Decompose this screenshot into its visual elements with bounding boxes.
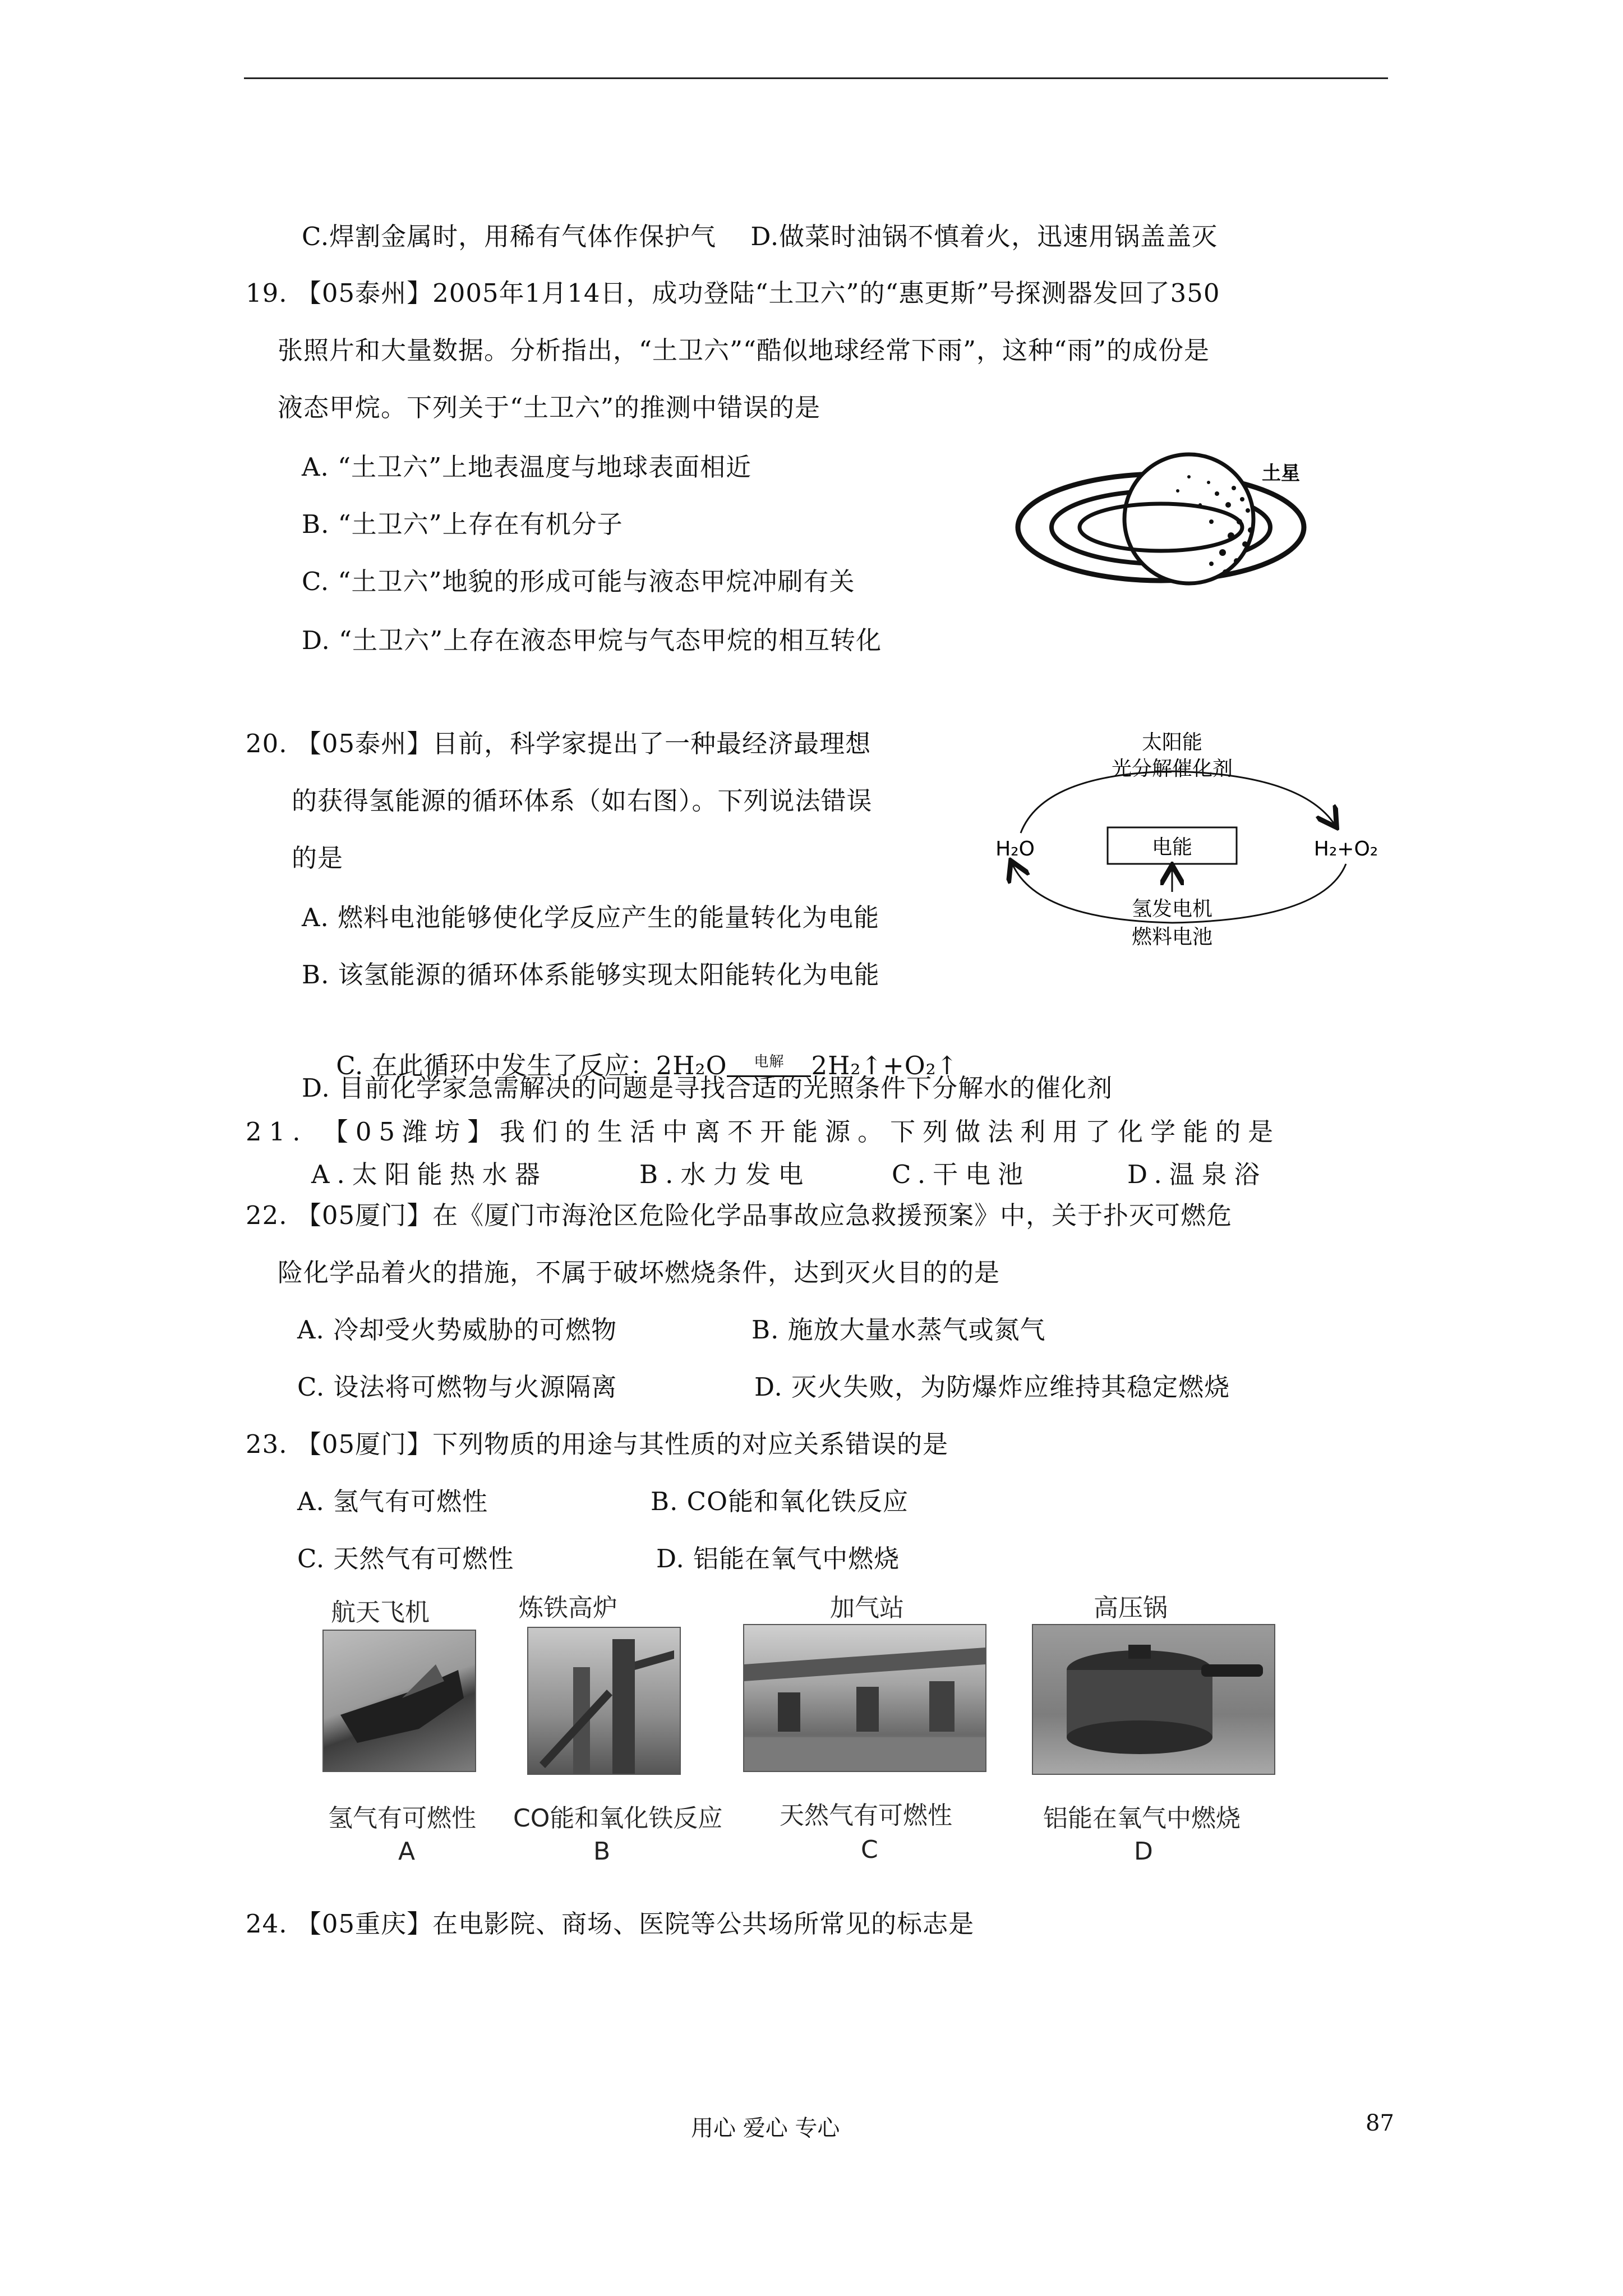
q21-option-a: A.太阳能热水器	[311, 1159, 547, 1189]
q22-option-d: D. 灭火失败，为防爆炸应维持其稳定燃烧	[754, 1372, 1230, 1402]
top-arrow	[1021, 771, 1335, 833]
picture-d-title: 高压锅	[1094, 1594, 1168, 1622]
q20-stem-line3: 的是	[292, 843, 344, 873]
diagram-right-label: H₂+O₂	[1313, 838, 1378, 861]
q20-option-c-suffix: 2H₂↑+O₂↑	[811, 1051, 958, 1080]
diagram-center-label: 电能	[1151, 836, 1193, 859]
q22-option-c: C. 设法将可燃物与火源隔离	[297, 1372, 617, 1402]
q22-option-b: B. 施放大量水蒸气或氮气	[751, 1315, 1046, 1345]
q19-stem-line3: 液态甲烷。下列关于“土卫六”的推测中错误的是	[278, 393, 821, 422]
header-rule	[244, 77, 1388, 79]
picture-a-title: 航天飞机	[331, 1598, 430, 1627]
picture-b-letter: B	[593, 1837, 611, 1866]
q21-option-b: B.水力发电	[639, 1159, 811, 1189]
diagram-bottom-label2: 燃料电池	[1131, 926, 1213, 949]
q22-stem-line2: 险化学品着火的措施，不属于破坏燃烧条件，达到灭火目的的是	[278, 1258, 1000, 1287]
gas-station-photo	[743, 1624, 986, 1772]
diagram-top-label2: 光分解催化剂	[1111, 757, 1233, 780]
picture-a-caption: 氢气有可燃性	[328, 1804, 476, 1833]
q21-option-c: C.干电池	[892, 1159, 1031, 1189]
diagram-left-label: H₂O	[995, 838, 1035, 861]
q19-stem-line2: 张照片和大量数据。分析指出，“土卫六”“酷似地球经常下雨”，这种“雨”的成份是	[278, 335, 1210, 365]
hydrogen-cycle-diagram	[987, 724, 1391, 970]
q21-stem: 21. 【05潍坊】我们的生活中离不开能源。下列做法利用了化学能的是	[246, 1117, 1281, 1147]
q23-option-d: D. 铝能在氧气中燃烧	[656, 1544, 900, 1573]
q20-stem-line1: 20. 【05泰州】目前，科学家提出了一种最经济最理想	[246, 729, 872, 758]
space-shuttle-photo	[322, 1630, 476, 1772]
q19-option-b: B. “土卫六”上存在有机分子	[302, 509, 623, 539]
saturn-label: 土星	[1262, 462, 1300, 485]
q19-option-c: C. “土卫六”地貌的形成可能与液态甲烷冲刷有关	[302, 567, 855, 596]
q22-option-a: A. 冷却受火势威胁的可燃物	[297, 1315, 617, 1345]
q20-option-c-prefix: C. 在此循环中发生了反应：2H₂O	[336, 1051, 727, 1080]
blast-furnace-photo	[527, 1627, 681, 1775]
q18-options-cd: C.焊割金属时，用稀有气体作保护气 D.做菜时油锅不慎着火，迅速用锅盖盖灭	[302, 222, 1218, 251]
picture-a-letter: A	[398, 1837, 416, 1866]
q20-option-b: B. 该氢能源的循环体系能够实现太阳能转化为电能	[302, 960, 880, 990]
q21-option-d: D.温泉浴	[1127, 1159, 1267, 1189]
q23-option-b: B. CO能和氧化铁反应	[651, 1487, 909, 1516]
q23-stem: 23. 【05厦门】下列物质的用途与其性质的对应关系错误的是	[246, 1429, 949, 1459]
q23-option-c: C. 天然气有可燃性	[297, 1544, 514, 1573]
picture-d-letter: D	[1134, 1837, 1153, 1866]
q19-option-a: A. “土卫六”上地表温度与地球表面相近	[302, 452, 752, 482]
q22-stem-line1: 22. 【05厦门】在《厦门市海沧区危险化学品事故应急救援预案》中，关于扑灭可燃危	[246, 1200, 1233, 1230]
q23-option-a: A. 氢气有可燃性	[297, 1487, 488, 1516]
saturn-figure	[1009, 443, 1357, 600]
picture-b-title: 炼铁高炉	[519, 1594, 617, 1622]
page-number: 87	[1366, 2110, 1394, 2136]
picture-c-title: 加气站	[830, 1594, 904, 1622]
q20-stem-line2: 的获得氢能源的循环体系（如右图）。下列说法错误	[292, 786, 873, 816]
picture-d-caption: 铝能在氧气中燃烧	[1043, 1804, 1241, 1833]
picture-c-letter: C	[861, 1835, 878, 1864]
q24-stem: 24. 【05重庆】在电影院、商场、医院等公共场所常见的标志是	[246, 1909, 975, 1939]
diagram-top-label1: 太阳能	[1141, 731, 1203, 754]
reaction-condition: 电解	[754, 1053, 785, 1070]
picture-c-caption: 天然气有可燃性	[780, 1801, 952, 1830]
pressure-cooker-photo	[1032, 1624, 1275, 1775]
footer-motto: 用心 爱心 专心	[691, 2115, 840, 2141]
q19-stem-line1: 19. 【05泰州】2005年1月14日，成功登陆“土卫六”的“惠更斯”号探测器发回了350	[246, 278, 1220, 308]
q20-option-a: A. 燃料电池能够使化学反应产生的能量转化为电能	[302, 903, 880, 932]
q19-option-d: D. “土卫六”上存在液态甲烷与气态甲烷的相互转化	[302, 625, 882, 655]
q20-option-d: D. 目前化学家急需解决的问题是寻找合适的光照条件下分解水的催化剂	[302, 1073, 1113, 1103]
diagram-bottom-label1: 氢发电机	[1131, 898, 1213, 921]
picture-b-caption: CO能和氧化铁反应	[513, 1804, 723, 1833]
